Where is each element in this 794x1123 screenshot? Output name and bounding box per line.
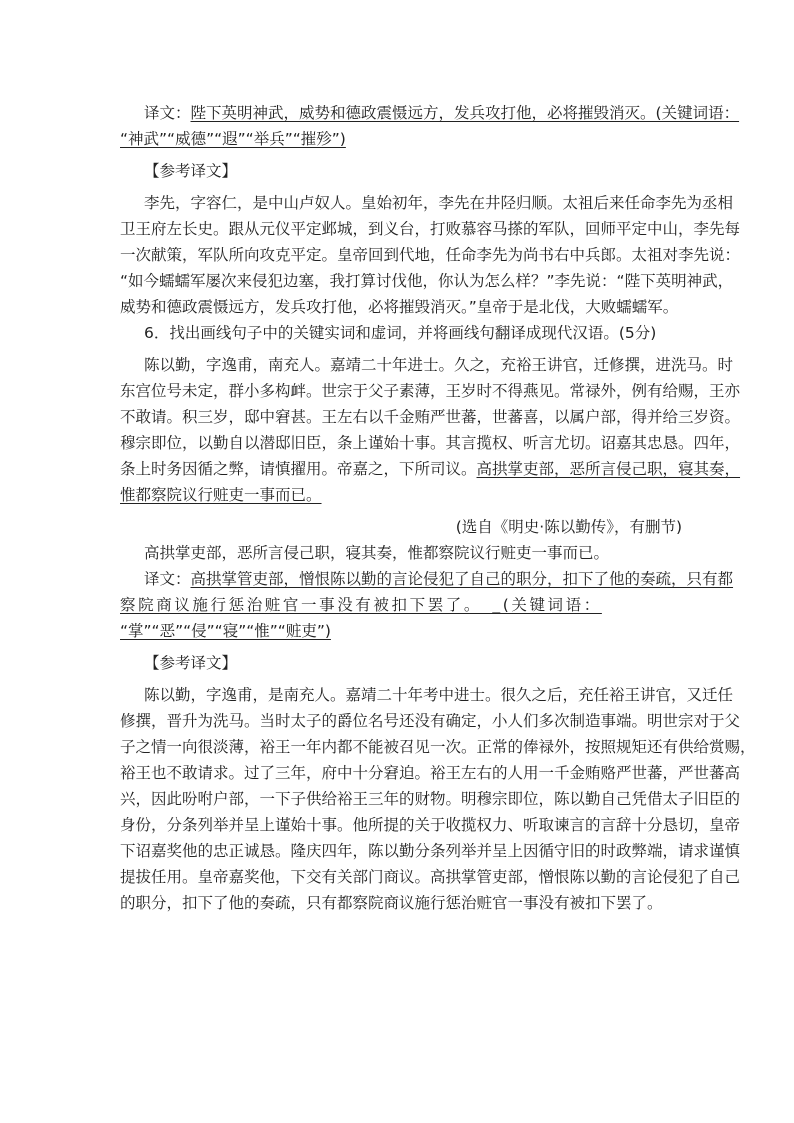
paragraph-line: 身份，分条列举并呈上谨始十事。他所提的关于收揽权力、听取谏言的言辞十分恳切，皇帝 (120, 816, 741, 834)
paragraph-line: 下诏嘉奖他的忠正诚恳。隆庆四年，陈以勤分条列举并呈上因循守旧的时政弊端，请求谨慎 (120, 842, 741, 860)
passage-line (120, 482, 682, 508)
translation-text: 察院商议施行惩治赃官一事没有被扣下罢了。 _(关键词语： (120, 596, 602, 614)
source-citation: (选自《明史·陈以勤传》，有删节) (455, 518, 682, 536)
reference-title: 【参考译文】 (144, 654, 238, 672)
translation-prefix: 译文： (144, 570, 191, 588)
passage-text: 条上时务因循之弊，请慎擢用。帝嘉之，下所司议。 (120, 460, 477, 478)
reference-title: 【参考译文】 (144, 162, 238, 180)
translation-text: 陛下英明神武，威势和德政震慑远方，发兵攻打他，必将摧毁消灭。(关键词语： (190, 104, 740, 122)
paragraph-line: 李先，字容仁，是中山卢奴人。皇始初年，李先在井陉归顺。太祖后来任命李先为丞相 (144, 194, 734, 212)
translation-text: 高拱掌管吏部，憎恨陈以勤的言论侵犯了自己的职分，扣下了他的奏疏，只有都 (190, 570, 734, 588)
q5-translation-line (120, 100, 740, 126)
document-page (120, 100, 756, 916)
passage-line: 陈以勤，字逸甫，南充人。嘉靖二十年进士。久之，充裕王讲官，迁修撰，进洗马。时 (144, 356, 734, 374)
paragraph-line: 卫王府左长史。跟从元仪平定邺城，到义台，打败慕容马搽的军队，回师平定中山，李先每 (120, 220, 741, 238)
paragraph-line: 提拔任用。皇帝嘉奖他，下交有关部门商议。高拱掌管吏部，憎恨陈以勤的言论侵犯了自己 (120, 868, 741, 886)
paragraph-line: “如今蠕蠕军屡次来侵犯边塞，我打算讨伐他，你认为怎么样？”李先说：“陛下英明神武， (120, 272, 734, 290)
passage-line (120, 456, 741, 482)
paragraph-line: 子之情一向很淡薄，裕王一年内都不能被召见一次。正常的俸禄外，按照规矩还有供给赏赐， (120, 738, 756, 756)
paragraph-line: 的职分，扣下了他的奏疏，只有都察院商议施行惩治赃官一事没有被扣下罢了。 (120, 894, 663, 912)
translation-prefix: 译文： (144, 104, 191, 122)
question-6: 6．找出画线句子中的关键实词和虚词，并将画线句翻译成现代汉语。(5分) (144, 324, 657, 342)
q6-translation-line (120, 592, 682, 618)
paragraph-line: 一次献策，军队所向攻克平定。皇帝回到代地，任命李先为尚书右中兵郎。太祖对李先说： (120, 246, 741, 264)
paragraph-line: 兴，因此吩咐户部，一下子供给裕王三年的财物。明穆宗即位，陈以勤自己凭借太子旧臣的 (120, 790, 741, 808)
keywords-text: “神武”“威德”“遐”“举兵”“摧殄”) (120, 130, 346, 148)
q6-translation-line (120, 566, 734, 592)
passage-line: 穆宗即位，以勤自以潜邸旧臣，条上谨始十事。其言揽权、听言尤切。诏嘉其忠恳。四年， (120, 434, 741, 452)
paragraph-line: 陈以勤，字逸甫，是南充人。嘉靖二十年考中进士。很久之后，充任裕王讲官，又迁任 (144, 686, 734, 704)
q5-keywords-line (120, 126, 682, 152)
underlined-sentence: 惟都察院议行赃吏一事而已。 (120, 486, 322, 504)
passage-line: 不敢请。积三岁，邸中窘甚。王左右以千金贿严世蕃，世蕃喜，以属户部，得并给三岁资。 (120, 408, 741, 426)
keywords-text: “掌”“恶”“侵”“寝”“惟”“赃吏”) (120, 622, 331, 640)
paragraph-line: 裕王也不敢请求。过了三年，府中十分窘迫。裕王左右的人用一千金贿赂严世蕃，严世蕃高 (120, 764, 741, 782)
q6-keywords-line (120, 618, 682, 644)
passage-line: 东宫位号未定，群小多构衅。世宗于父子素薄，王岁时不得燕见。常禄外，例有给赐，王亦 (120, 382, 741, 400)
paragraph-line: 修撰，晋升为洗马。当时太子的爵位名号还没有确定，小人们多次制造事端。明世宗对于父 (120, 712, 741, 730)
target-sentence: 高拱掌吏部，恶所言侵己职，寝其奏，惟都察院议行赃吏一事而已。 (144, 544, 610, 562)
paragraph-line: 威势和德政震慑远方，发兵攻打他，必将摧毁消灭。”皇帝于是北伐，大败蠕蠕军。 (120, 298, 679, 316)
underlined-sentence: 高拱掌吏部，恶所言侵己职，寝其奏， (476, 460, 741, 478)
